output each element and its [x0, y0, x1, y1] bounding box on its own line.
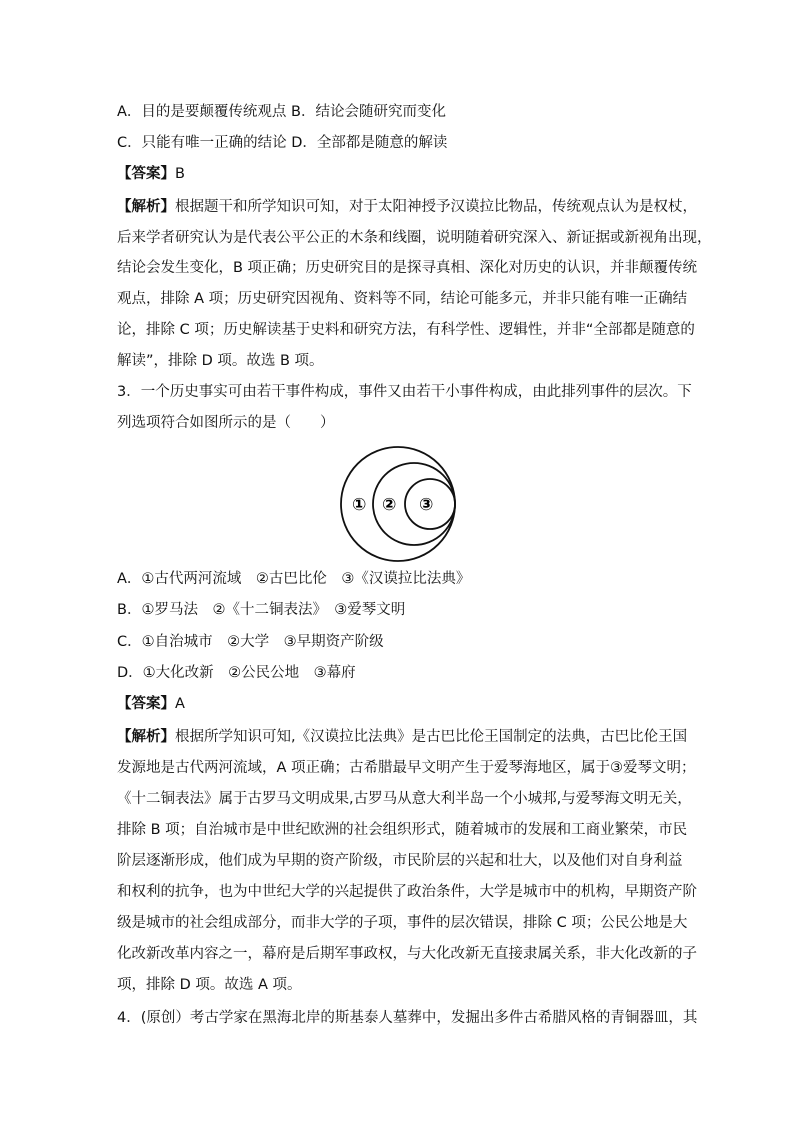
nested-circles-diagram [338, 444, 458, 564]
q3-answer [117, 694, 687, 714]
analysis-label: 【解析】 [117, 199, 175, 215]
q3-analysis-line-3: 《十二铜表法》属于古罗马文明成果,古罗马从意大利半岛一个小城邦,与爱琴海文明无关， [117, 791, 692, 807]
circle-label-1: ① [352, 495, 367, 515]
answer-value: B [175, 166, 185, 182]
q3-option-d: D．①大化改新 ②公民公地 ③幕府 [117, 665, 356, 681]
q2-analysis-line-4: 观点，排除 A 项；历史研究因视角、资料等不同，结论可能多元，并非只能有唯一正确结 [117, 291, 688, 307]
q2-option-cd: C．只能有唯一正确的结论 D．全部都是随意的解读 [117, 135, 448, 151]
q2-analysis-line-6: 解读”，排除 D 项。故选 B 项。 [117, 353, 324, 369]
q3-option-a: A．①古代两河流域 ②古巴比伦 ③《汉谟拉比法典》 [117, 571, 471, 587]
q3-stem-line-1: 3．一个历史事实可由若干事件构成，事件又由若干小事件构成，由此排列事件的层次。下 [117, 384, 692, 400]
q3-option-c: C．①自治城市 ②大学 ③早期资产阶级 [117, 634, 384, 650]
q3-analysis-line-5: 阶层逐渐形成，他们成为早期的资产阶级，市民阶层的兴起和壮大，以及他们对自身利益 [117, 853, 683, 869]
circle-label-3: ③ [419, 495, 434, 515]
q3-analysis-line-6: 和权利的抗争，也为中世纪大学的兴起提供了政治条件，大学是城市中的机构，早期资产阶 [117, 884, 697, 900]
q2-answer [117, 164, 687, 184]
analysis-label: 【解析】 [117, 729, 175, 745]
q3-option-b: B．①罗马法 ②《十二铜表法》 ③爱琴文明 [117, 602, 406, 618]
answer-value: A [175, 696, 185, 712]
q3-analysis-line-1 [117, 727, 687, 747]
q3-analysis-line-7: 级是城市的社会组成部分，而非大学的子项，事件的层次错误，排除 C 项；公民公地是大 [117, 915, 688, 931]
q2-analysis-line-5: 论，排除 C 项；历史解读基于史料和研究方法，有科学性、逻辑性，并非“全部都是随意的 [117, 322, 695, 338]
analysis-text: 根据所学知识可知,《汉谟拉比法典》是古巴比伦王国制定的法典，古巴比伦王国 [175, 729, 688, 745]
q4-stem-line-1: 4．(原创）考古学家在黑海北岸的斯基泰人墓葬中，发掘出多件古希腊风格的青铜器皿，其 [117, 1010, 698, 1026]
q3-analysis-line-8: 化改新改革内容之一，幕府是后期军事政权，与大化改新无直接隶属关系，非大化改新的子 [117, 946, 697, 962]
q3-analysis-line-2: 发源地是古代两河流域，A 项正确；古希腊最早文明产生于爱琴海地区，属于③爱琴文明； [117, 760, 696, 776]
q3-analysis-line-9: 项，排除 D 项。故选 A 项。 [117, 977, 302, 993]
analysis-text: 根据题干和所学知识可知，对于太阳神授予汉谟拉比物品，传统观点认为是权杖， [175, 199, 697, 215]
q2-analysis-line-3: 结论会发生变化，B 项正确；历史研究目的是探寻真相、深化对历史的认识，并非颠覆传统 [117, 260, 698, 276]
circle-label-2: ② [382, 495, 397, 515]
q3-stem-line-2: 列选项符合如图所示的是（ ） [117, 415, 335, 431]
answer-label: 【答案】 [117, 166, 175, 182]
answer-label: 【答案】 [117, 696, 175, 712]
q3-analysis-line-4: 排除 B 项；自治城市是中世纪欧洲的社会组织形式，随着城市的发展和工商业繁荣，市民 [117, 822, 688, 838]
q2-option-ab: A．目的是要颠覆传统观点 B．结论会随研究而变化 [117, 104, 446, 120]
q2-analysis-line-1 [117, 197, 697, 217]
q2-analysis-line-2: 后来学者研究认为是代表公平公正的木条和线圈，说明随着研究深入、新证据或新视角出现， [117, 230, 712, 246]
